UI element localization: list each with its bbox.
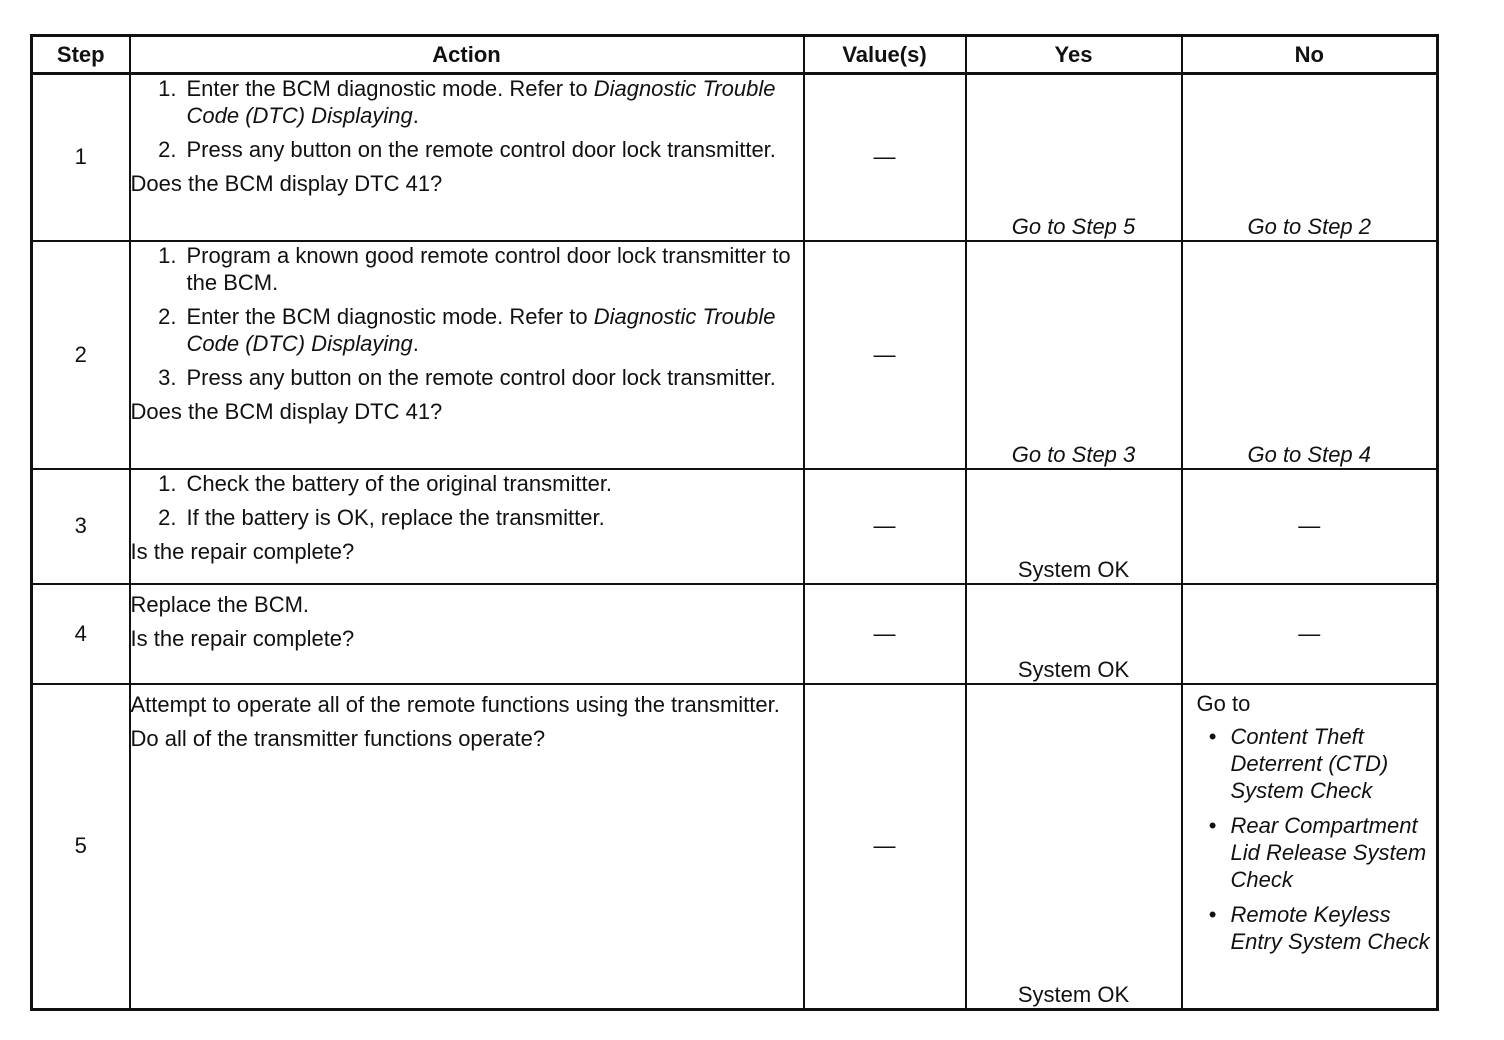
yes-cell: Go to Step 3 xyxy=(966,241,1182,469)
yes-cell: System OK xyxy=(966,469,1182,584)
table-row xyxy=(32,74,1438,241)
value-cell: — xyxy=(804,584,966,684)
action-step-text: Enter the BCM diagnostic mode. Refer to xyxy=(186,303,594,329)
action-cell xyxy=(130,241,804,469)
yes-cell: System OK xyxy=(966,684,1182,1010)
action-steps xyxy=(131,75,803,163)
list-item xyxy=(1197,901,1431,955)
step-number: 3 xyxy=(32,469,130,584)
bullet-icon: • xyxy=(1208,901,1217,927)
action-steps xyxy=(131,470,803,531)
action-text: Replace the BCM. xyxy=(130,591,310,617)
yes-cell: System OK xyxy=(966,584,1182,684)
list-item xyxy=(1197,812,1431,893)
action-step-text: Press any button on the remote control door lock transmitter. xyxy=(186,364,776,390)
action-step-text: Check the battery of the original transmitter. xyxy=(186,470,613,496)
go-to-label: Go to xyxy=(1196,690,1251,716)
table-row xyxy=(32,584,1438,684)
action-step xyxy=(131,504,803,531)
reference-link: Diagnostic Trouble Code (DTC) Displaying xyxy=(186,76,776,128)
action-step-text: If the battery is OK, replace the transmitter. xyxy=(186,504,605,530)
go-to-list xyxy=(1197,723,1431,955)
header-row xyxy=(32,36,1438,74)
no-cell: Go to Step 2 xyxy=(1182,74,1438,241)
action-question: Is the repair complete? xyxy=(130,538,355,564)
header-action: Action xyxy=(130,36,804,74)
action-step xyxy=(131,75,803,129)
system-check-link: Content Theft Deterrent (CTD) System Check xyxy=(1230,723,1389,803)
action-step-number: 3. xyxy=(158,364,177,390)
diagnostic-table xyxy=(30,34,1439,1011)
action-steps xyxy=(131,242,803,391)
header-no: No xyxy=(1182,36,1438,74)
bullet-icon: • xyxy=(1208,812,1217,838)
action-cell xyxy=(130,469,804,584)
bullet-icon: • xyxy=(1208,723,1217,749)
action-cell xyxy=(130,74,804,241)
action-step xyxy=(131,364,803,391)
no-cell: Go to Step 4 xyxy=(1182,241,1438,469)
no-cell: — xyxy=(1182,469,1438,584)
action-question: Do all of the transmitter functions operate? xyxy=(130,725,546,751)
header-step: Step xyxy=(32,36,130,74)
action-cell xyxy=(130,584,804,684)
action-step-end: . xyxy=(412,103,419,128)
system-check-link: Remote Keyless Entry System Check xyxy=(1230,901,1430,954)
table-row xyxy=(32,469,1438,584)
list-item xyxy=(1197,723,1431,804)
action-step xyxy=(131,136,803,163)
table-row xyxy=(32,241,1438,469)
action-step-text: Program a known good remote control door lock transmitter to the BCM. xyxy=(186,242,791,295)
no-cell: — xyxy=(1182,584,1438,684)
action-question: Does the BCM display DTC 41? xyxy=(130,171,443,196)
header-values: Value(s) xyxy=(804,36,966,74)
action-step-number: 1. xyxy=(158,242,177,268)
action-question: Does the BCM display DTC 41? xyxy=(130,398,443,424)
action-step-number: 2. xyxy=(158,504,177,530)
action-step xyxy=(131,303,803,357)
action-step-number: 1. xyxy=(158,76,177,101)
action-step xyxy=(131,470,803,497)
system-check-link: Rear Compartment Lid Release System Check xyxy=(1230,812,1427,892)
header-yes: Yes xyxy=(966,36,1182,74)
action-step-number: 2. xyxy=(158,303,177,329)
step-number: 4 xyxy=(32,584,130,684)
action-question: Is the repair complete? xyxy=(130,625,355,651)
value-cell: — xyxy=(804,469,966,584)
step-number: 1 xyxy=(32,74,130,241)
no-cell xyxy=(1182,684,1438,1010)
reference-link: Diagnostic Trouble Code (DTC) Displaying xyxy=(186,303,776,356)
value-cell: — xyxy=(804,684,966,1010)
action-step xyxy=(131,242,803,296)
action-text: Attempt to operate all of the remote functions using the transmitter. xyxy=(130,691,780,717)
action-step-number: 2. xyxy=(158,137,177,162)
action-step-number: 1. xyxy=(158,470,177,496)
table-row xyxy=(32,684,1438,1010)
action-step-text: Press any button on the remote control door lock transmitter. xyxy=(186,137,776,162)
step-number: 2 xyxy=(32,241,130,469)
action-step-text: Enter the BCM diagnostic mode. Refer to xyxy=(186,76,594,101)
action-step-end: . xyxy=(412,330,419,356)
step-number: 5 xyxy=(32,684,130,1010)
value-cell: — xyxy=(804,74,966,241)
action-cell xyxy=(130,684,804,1010)
value-cell: — xyxy=(804,241,966,469)
yes-cell: Go to Step 5 xyxy=(966,74,1182,241)
